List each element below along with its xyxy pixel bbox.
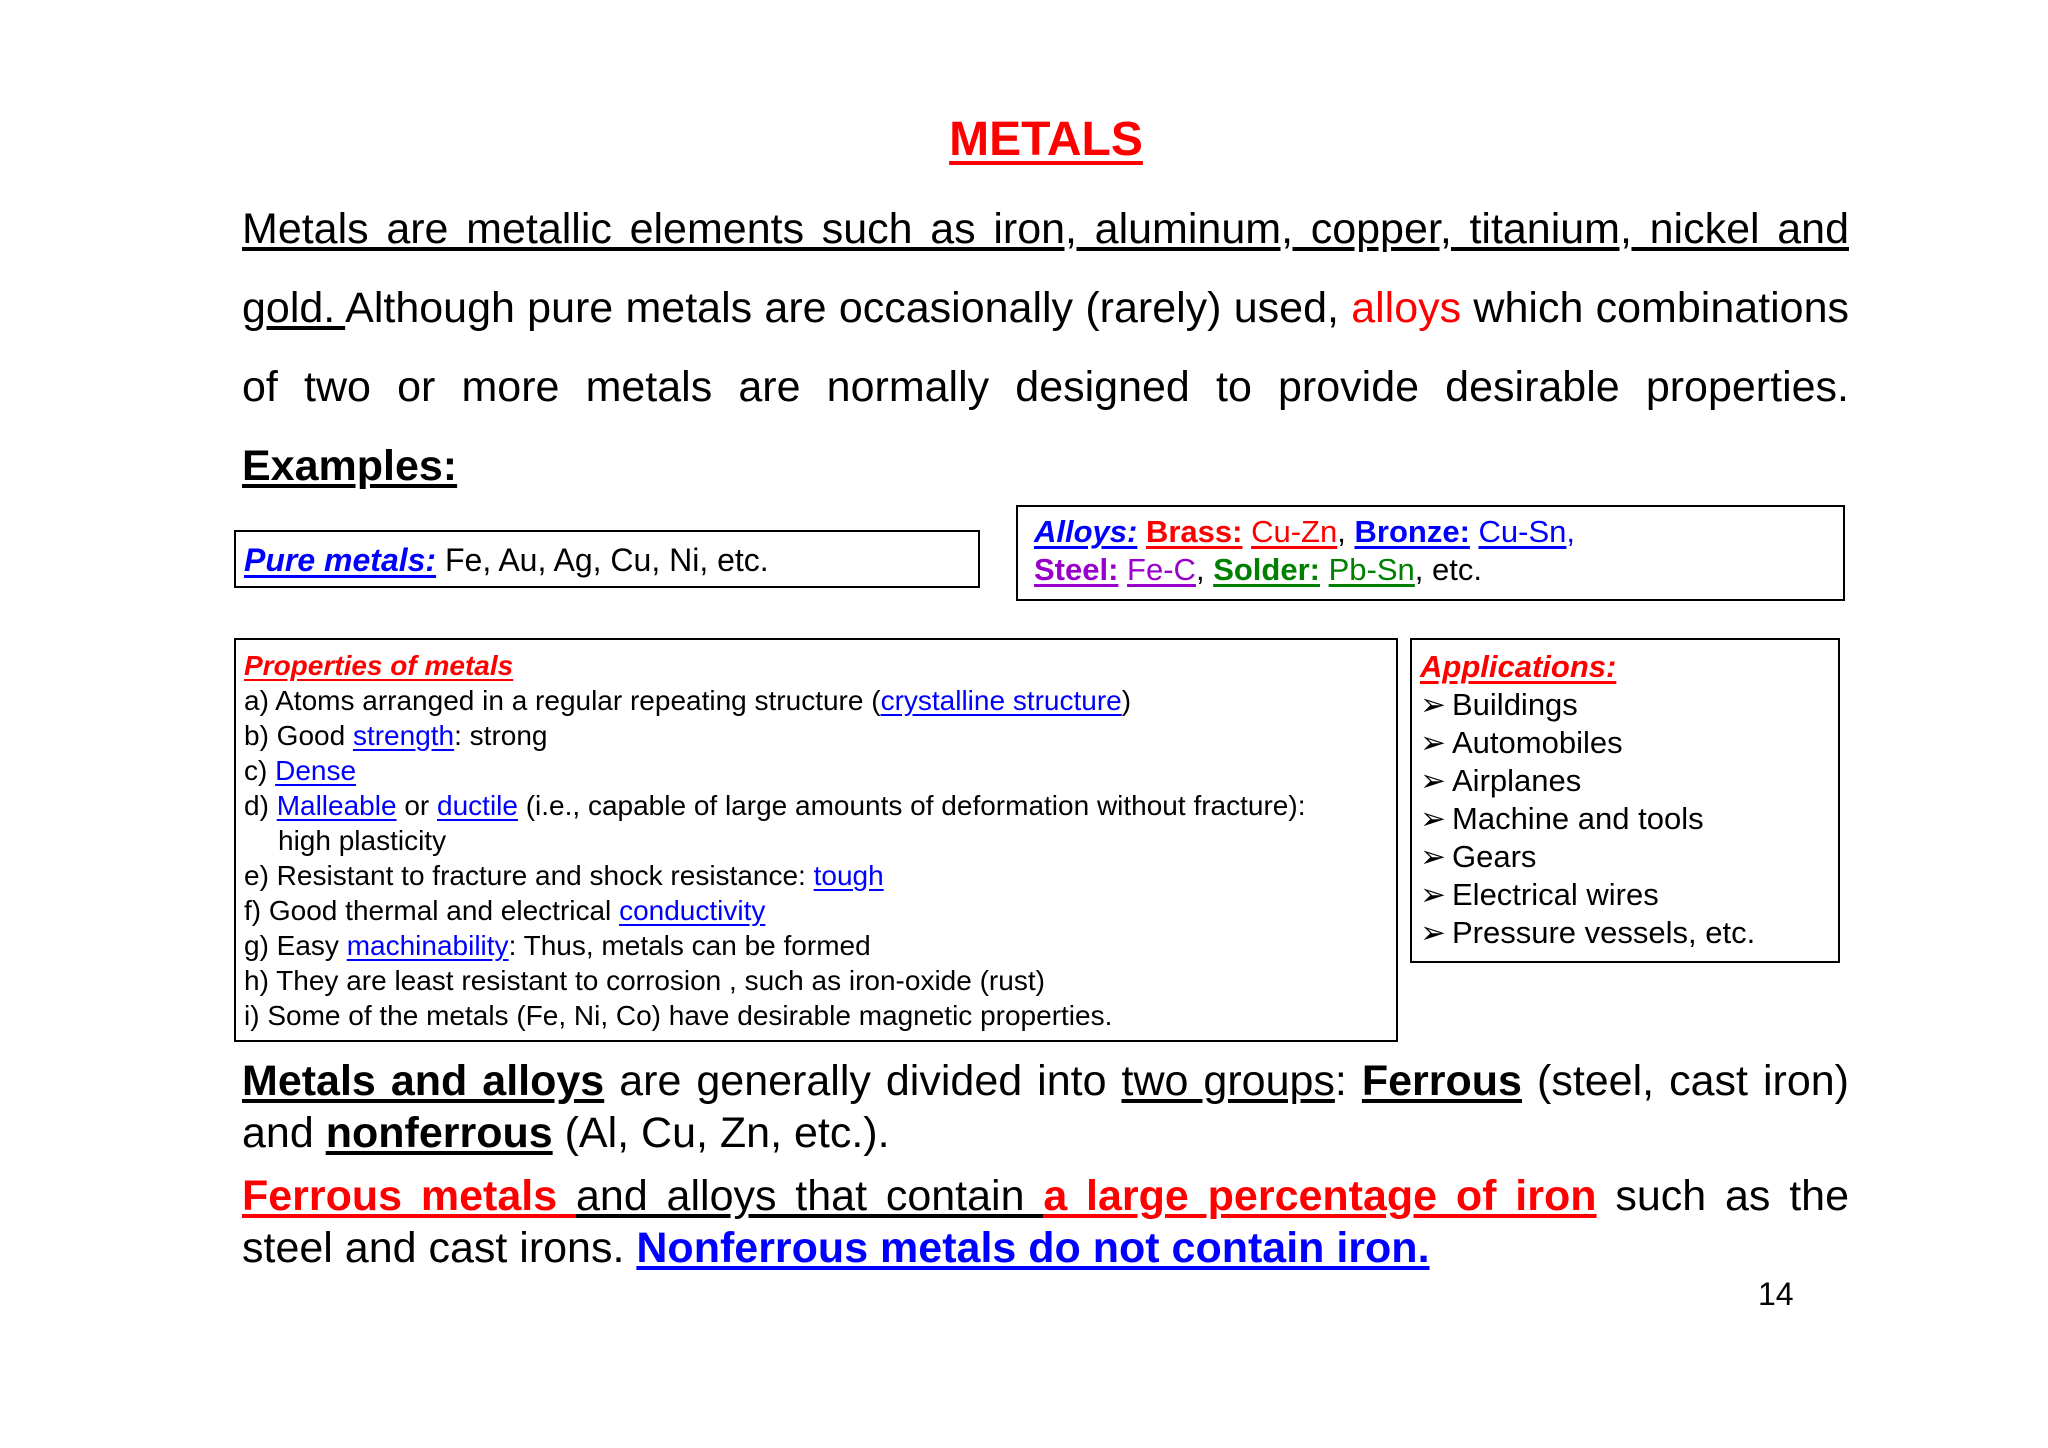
large-percentage-iron: a large percentage of iron [1043, 1172, 1597, 1220]
groups-text: are generally divided into [604, 1057, 1122, 1105]
intro-part1: Although pure metals are occasionally (rarely) used, [345, 284, 1352, 332]
arrow-bullet-icon: ➢ [1420, 839, 1446, 874]
solder-value: Pb-Sn [1328, 552, 1415, 587]
property-text: e) Resistant to fracture and shock resistance: [244, 860, 814, 891]
property-text: : strong [454, 720, 548, 751]
property-h: h) They are least resistant to corrosion , such as iron-oxide (rust) [244, 965, 1045, 996]
tough-link[interactable]: tough [813, 860, 884, 891]
property-text: d) [244, 790, 277, 821]
applications-box [1410, 638, 1840, 963]
examples-label: Examples: [242, 442, 458, 490]
arrow-bullet-icon: ➢ [1420, 915, 1446, 950]
pure-metals-label: Pure metals: [244, 542, 437, 578]
application-item [1420, 838, 1838, 876]
nonferrous-statement: Nonferrous metals do not contain iron. [636, 1224, 1430, 1272]
application-item [1420, 686, 1838, 724]
arrow-bullet-icon: ➢ [1420, 687, 1446, 722]
application-label: Electrical wires [1452, 877, 1659, 912]
application-item [1420, 762, 1838, 800]
application-label: Gears [1452, 839, 1537, 874]
application-label: Machine and tools [1452, 801, 1704, 836]
properties-box [234, 638, 1398, 1042]
property-c [244, 753, 1396, 788]
property-text: a) Atoms arranged in a regular repeating structure ( [244, 685, 881, 716]
steel-value: Fe-C [1127, 552, 1196, 587]
property-text: : Thus, metals can be formed [508, 930, 871, 961]
property-text: b) Good [244, 720, 353, 751]
application-item [1420, 800, 1838, 838]
dense-link[interactable]: Dense [275, 755, 357, 786]
property-text: or [396, 790, 438, 821]
property-b [244, 718, 1396, 753]
intro-paragraph [242, 190, 1849, 506]
intro-underlined: Metals are metallic elements such as iron, aluminum, copper, titanium, nickel and gold. [242, 205, 1849, 332]
conductivity-link[interactable]: conductivity [619, 895, 766, 926]
arrow-bullet-icon: ➢ [1420, 763, 1446, 798]
arrow-bullet-icon: ➢ [1420, 725, 1446, 760]
separator: , [1195, 552, 1205, 587]
ferrous-metals-lead: Ferrous metals [242, 1172, 576, 1220]
groups-text: : [1334, 1057, 1362, 1105]
strength-link[interactable]: strength [352, 720, 455, 751]
page-number: 14 [1758, 1276, 1794, 1312]
ferrous-paragraph [242, 1170, 1849, 1274]
solder-label: Solder: [1213, 552, 1320, 587]
intro-part2: which combinations of two or more metals are normally designed to provide desirable properties. [242, 284, 1849, 411]
property-text: f) Good thermal and electrical [244, 895, 620, 926]
ductile-link[interactable]: ductile [437, 790, 518, 821]
application-label: Pressure vessels, etc. [1452, 915, 1756, 950]
property-text: (i.e., capable of large amounts of deformation without fracture): [517, 790, 1306, 821]
application-item [1420, 724, 1838, 762]
pure-metals-box [234, 530, 980, 588]
separator: , [1337, 514, 1346, 549]
alloys-etc: , etc. [1414, 552, 1482, 587]
nonferrous-term: nonferrous [325, 1109, 553, 1157]
groups-text: (steel, cast iron) and [242, 1057, 1849, 1157]
application-item [1420, 876, 1838, 914]
property-i: i) Some of the metals (Fe, Ni, Co) have desirable magnetic properties. [244, 1000, 1113, 1031]
property-text: ) [1121, 685, 1132, 716]
separator: , [1566, 514, 1576, 549]
alloys-line-1 [1034, 513, 1843, 551]
property-d-continued: high plasticity [278, 825, 447, 856]
application-label: Airplanes [1452, 763, 1582, 798]
crystalline-link[interactable]: crystalline structure [880, 685, 1122, 716]
ferrous-mid: and alloys that contain [575, 1172, 1044, 1220]
brass-label: Brass: [1145, 514, 1243, 549]
property-text: c) [244, 755, 276, 786]
pure-metals-value: Fe, Au, Ag, Cu, Ni, etc. [436, 542, 769, 578]
two-groups: two groups [1121, 1057, 1335, 1105]
property-g [244, 928, 1396, 963]
application-item [1420, 914, 1838, 952]
alloys-box [1016, 505, 1845, 601]
steel-label: Steel: [1034, 552, 1119, 587]
ferrous-text: such as the steel and cast irons. [242, 1172, 1849, 1272]
property-d [244, 788, 1396, 823]
groups-text: (Al, Cu, Zn, etc.). [552, 1109, 890, 1157]
application-label: Automobiles [1452, 725, 1623, 760]
alloys-word: alloys [1351, 284, 1462, 332]
page-title: METALS [949, 113, 1143, 166]
bronze-value: Cu-Sn [1478, 514, 1567, 549]
bronze-label: Bronze: [1354, 514, 1470, 549]
property-f [244, 893, 1396, 928]
groups-paragraph [242, 1055, 1849, 1159]
alloys-line-2 [1034, 551, 1843, 589]
alloys-label: Alloys: [1034, 514, 1138, 549]
applications-title: Applications: [1420, 649, 1617, 684]
properties-title: Properties of metals [244, 650, 514, 681]
property-text: g) Easy [244, 930, 347, 961]
property-e [244, 858, 1396, 893]
machinability-link[interactable]: machinability [346, 930, 509, 961]
malleable-link[interactable]: Malleable [276, 790, 397, 821]
ferrous-term: Ferrous [1361, 1057, 1522, 1105]
metals-and-alloys: Metals and alloys [242, 1057, 605, 1105]
arrow-bullet-icon: ➢ [1420, 877, 1446, 912]
arrow-bullet-icon: ➢ [1420, 801, 1446, 836]
brass-value: Cu-Zn [1251, 514, 1338, 549]
application-label: Buildings [1452, 687, 1578, 722]
property-a [244, 683, 1396, 718]
